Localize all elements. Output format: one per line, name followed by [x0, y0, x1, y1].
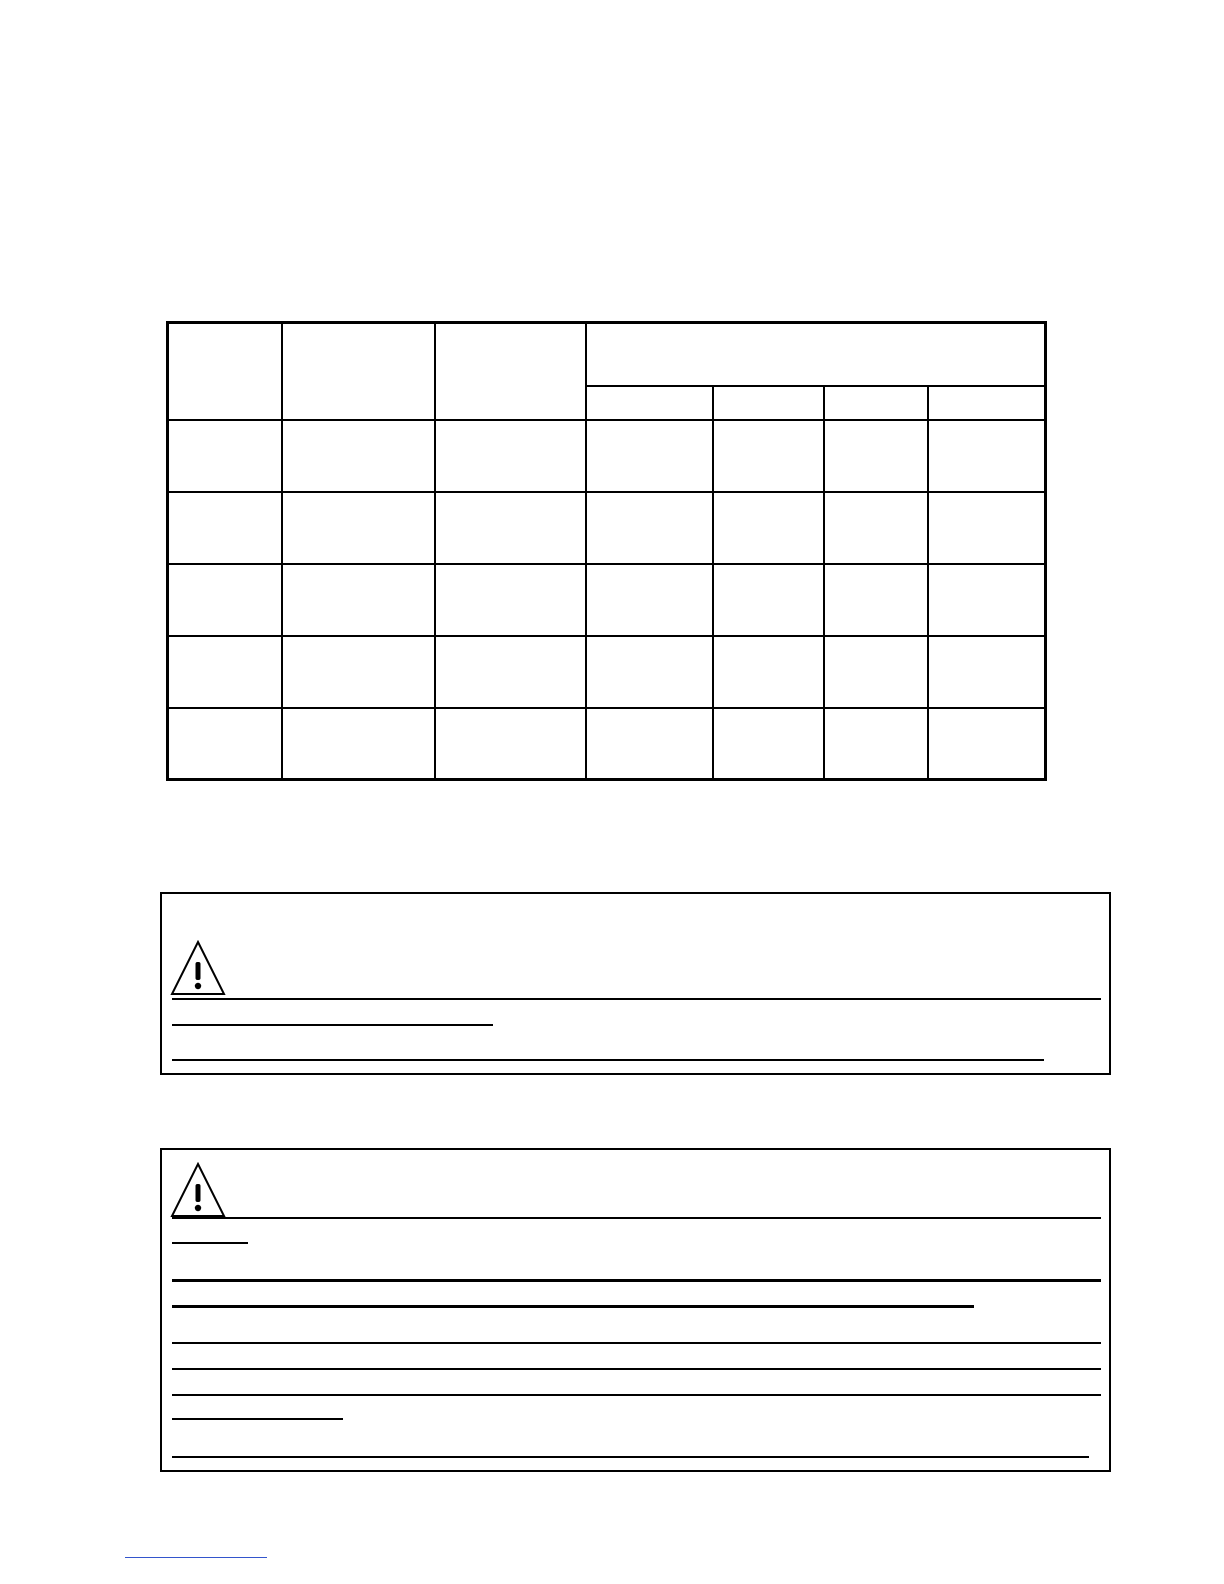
table-cell — [435, 564, 586, 636]
table-header-cell — [168, 323, 282, 420]
table-subheader-cell — [586, 386, 713, 419]
table-cell — [435, 420, 586, 492]
table-cell — [168, 636, 282, 708]
table-cell — [713, 564, 824, 636]
table-cell — [586, 420, 713, 492]
table-cell — [282, 420, 435, 492]
table-row — [168, 492, 1046, 564]
warning-triangle-icon — [170, 1162, 226, 1218]
table-cell — [928, 564, 1046, 636]
table-cell — [586, 636, 713, 708]
note-line — [172, 1024, 493, 1026]
table-cell — [282, 636, 435, 708]
footer-link[interactable] — [125, 1557, 267, 1558]
table-cell — [282, 564, 435, 636]
table-cell — [168, 564, 282, 636]
table-cell — [824, 636, 928, 708]
note-line — [172, 1279, 1101, 1282]
table-header-cell — [282, 323, 435, 420]
table-cell — [713, 420, 824, 492]
note-line — [172, 1059, 1044, 1061]
note-line — [172, 1242, 248, 1244]
table-cell — [928, 492, 1046, 564]
table-cell — [824, 492, 928, 564]
note-line — [172, 1394, 1101, 1396]
table-cell — [713, 492, 824, 564]
table-cell — [435, 636, 586, 708]
note-line — [172, 1305, 974, 1308]
note-line — [172, 998, 1101, 1000]
table-cell — [713, 708, 824, 780]
warning-note-box — [160, 892, 1111, 1075]
table-cell — [586, 708, 713, 780]
table-cell — [282, 708, 435, 780]
table-cell — [435, 708, 586, 780]
table-cell — [586, 564, 713, 636]
table-cell — [928, 636, 1046, 708]
table-cell — [435, 492, 586, 564]
table-cell — [824, 708, 928, 780]
table-cell — [713, 636, 824, 708]
table-cell — [928, 708, 1046, 780]
table-subheader-cell — [928, 386, 1046, 419]
table-subheader-cell — [824, 386, 928, 419]
table-cell — [168, 492, 282, 564]
warning-triangle-icon — [170, 940, 226, 996]
table-cell — [928, 420, 1046, 492]
note-line — [172, 1368, 1101, 1370]
table-cell — [824, 420, 928, 492]
table-cell — [168, 420, 282, 492]
table-cell — [282, 492, 435, 564]
note-line — [172, 1456, 1089, 1458]
note-line — [172, 1418, 343, 1420]
table-row — [168, 420, 1046, 492]
note-line — [172, 1217, 1101, 1219]
table-group-header-cell — [586, 323, 1046, 387]
table-row — [168, 708, 1046, 780]
table-cell — [586, 492, 713, 564]
table-header-cell — [435, 323, 586, 420]
table-row — [168, 636, 1046, 708]
warning-note-box — [160, 1148, 1111, 1472]
note-line — [172, 1342, 1101, 1344]
spec-table — [166, 321, 1047, 781]
table-cell — [168, 708, 282, 780]
table-cell — [824, 564, 928, 636]
table-header-row — [168, 323, 1046, 387]
table-subheader-cell — [713, 386, 824, 419]
table-row — [168, 564, 1046, 636]
